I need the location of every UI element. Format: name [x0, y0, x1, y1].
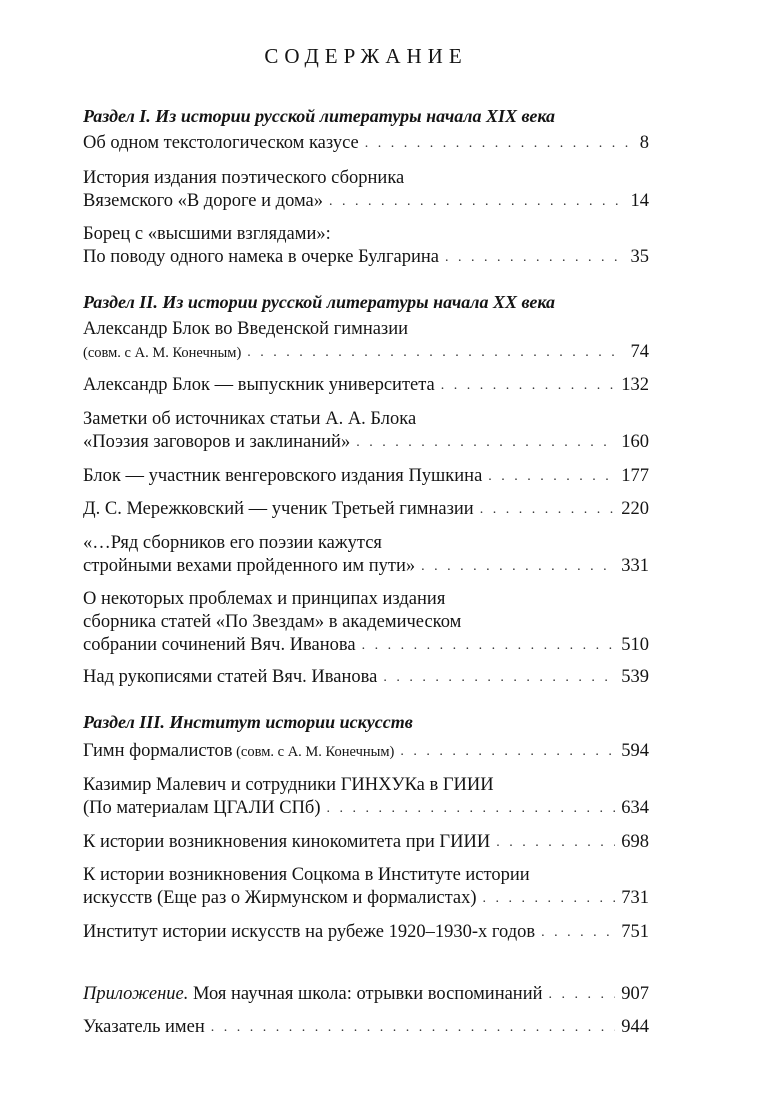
dot-leader: [488, 465, 615, 488]
dot-leader: [365, 132, 634, 155]
entry-title: Д. С. Мережковский — ученик Третьей гимназии: [83, 499, 474, 519]
entry-title: [83, 740, 394, 764]
dot-leader: [480, 498, 616, 521]
entry-title: Блок — участник венгеровского издания Пушкина: [83, 466, 483, 486]
toc-entry[interactable]: [83, 666, 649, 690]
entry-title: Над рукописями статей Вяч. Иванова: [83, 667, 378, 687]
page-number: 177: [621, 466, 649, 486]
entry-title-line: «…Ряд сборников его поэзии кажутся: [83, 533, 382, 553]
page-number: 8: [639, 133, 649, 153]
entry-title: Александр Блок — выпускник университета: [83, 375, 435, 395]
dot-leader: [421, 555, 615, 578]
toc-entry[interactable]: [83, 921, 649, 945]
entry-title: Вяземского «В дороге и дома»: [83, 191, 324, 211]
dot-leader: [541, 921, 615, 944]
section-heading-3: Раздел III. Институт истории искусств: [83, 712, 413, 732]
dot-leader: [329, 190, 624, 213]
dot-leader: [383, 666, 615, 689]
toc-entry[interactable]: [83, 132, 649, 156]
toc-entry[interactable]: [83, 374, 649, 398]
toc-entry-index[interactable]: [83, 1016, 649, 1040]
dot-leader: [356, 431, 615, 454]
dot-leader: [549, 983, 616, 1006]
dot-leader: [483, 887, 616, 910]
entry-title: Указатель имен: [83, 1017, 205, 1037]
toc-entry[interactable]: [83, 167, 649, 214]
entry-title-line: сборника статей «По Звездам» в академическом: [83, 612, 462, 632]
toc-entry[interactable]: [83, 774, 649, 821]
appendix-title: Моя научная школа: отрывки воспоминаний: [188, 984, 543, 1004]
entry-title-line: Казимир Малевич и сотрудники ГИНХУКа в ГИИИ: [83, 775, 494, 795]
dot-leader: [441, 374, 615, 397]
toc-entry-appendix[interactable]: [83, 983, 649, 1007]
page-number: 160: [621, 432, 649, 452]
entry-title-note: (совм. с А. М. Конечным): [232, 744, 395, 760]
page-number: 944: [621, 1017, 649, 1037]
page-number: 132: [621, 375, 649, 395]
toc-entry[interactable]: [83, 498, 649, 522]
page-number: 634: [621, 798, 649, 818]
entry-title-line: О некоторых проблемах и принципах издания: [83, 589, 446, 609]
toc-entry[interactable]: [83, 318, 649, 365]
entry-title-main: Гимн формалистов: [83, 741, 233, 761]
dot-leader: [400, 740, 615, 763]
entry-title-line: Борец с «высшими взглядами»:: [83, 224, 331, 244]
page-number: 14: [630, 191, 649, 211]
entry-title: «Поэзия заговоров и заклинаний»: [83, 432, 351, 452]
page-number: 907: [621, 984, 649, 1004]
entry-title: [83, 983, 543, 1006]
dot-leader: [496, 831, 615, 854]
entry-title: По поводу одного намека в очерке Булгарина: [83, 247, 440, 267]
page-number: 35: [630, 247, 649, 267]
page-number: 731: [621, 888, 649, 908]
entry-title: (совм. с А. М. Конечным): [83, 345, 242, 361]
toc-entry[interactable]: [83, 740, 649, 764]
page-number: 698: [621, 832, 649, 852]
appendix-label: Приложение.: [83, 984, 189, 1004]
entry-title: К истории возникновения кинокомитета при ГИИИ: [83, 832, 491, 852]
toc-entry[interactable]: [83, 532, 649, 579]
dot-leader: [362, 634, 616, 657]
section-heading-2: Раздел II. Из истории русской литературы начала XX века: [83, 292, 556, 312]
page-number: 751: [621, 922, 649, 942]
section-heading-1: Раздел I. Из истории русской литературы начала XIX века: [83, 106, 556, 126]
toc-entry[interactable]: [83, 588, 649, 658]
page-number: 74: [630, 342, 649, 362]
dot-leader: [327, 797, 616, 820]
page-number: 510: [621, 635, 649, 655]
entry-title: собрании сочинений Вяч. Иванова: [83, 635, 356, 655]
toc-entry[interactable]: [83, 408, 649, 455]
toc-entry[interactable]: [83, 223, 649, 270]
page-number: 220: [621, 499, 649, 519]
dot-leader: [445, 246, 624, 269]
entry-title: (По материалам ЦГАЛИ СПб): [83, 798, 321, 818]
dot-leader: [211, 1016, 616, 1039]
table-of-contents: [83, 0, 649, 1113]
entry-title-line: История издания поэтического сборника: [83, 168, 405, 188]
entry-title-line: Заметки об источниках статьи А. А. Блока: [83, 409, 417, 429]
toc-entry[interactable]: [83, 864, 649, 911]
page-number: 594: [621, 741, 649, 761]
page-number: 539: [621, 667, 649, 687]
dot-leader: [247, 341, 624, 364]
entry-title: стройными вехами пройденного им пути»: [83, 556, 416, 576]
toc-entry[interactable]: [83, 831, 649, 855]
entry-title-line: Александр Блок во Введенской гимназии: [83, 319, 409, 339]
entry-title: Об одном текстологическом казусе: [83, 133, 359, 153]
entry-title: Институт истории искусств на рубеже 1920–1930-х годов: [83, 922, 536, 942]
entry-title-line: К истории возникновения Соцкома в Институте истории: [83, 865, 530, 885]
entry-title: искусств (Еще раз о Жирмунском и формалистах): [83, 888, 477, 908]
page-number: 331: [621, 556, 649, 576]
toc-entry[interactable]: [83, 465, 649, 489]
page-title: СОДЕРЖАНИЕ: [264, 44, 468, 68]
